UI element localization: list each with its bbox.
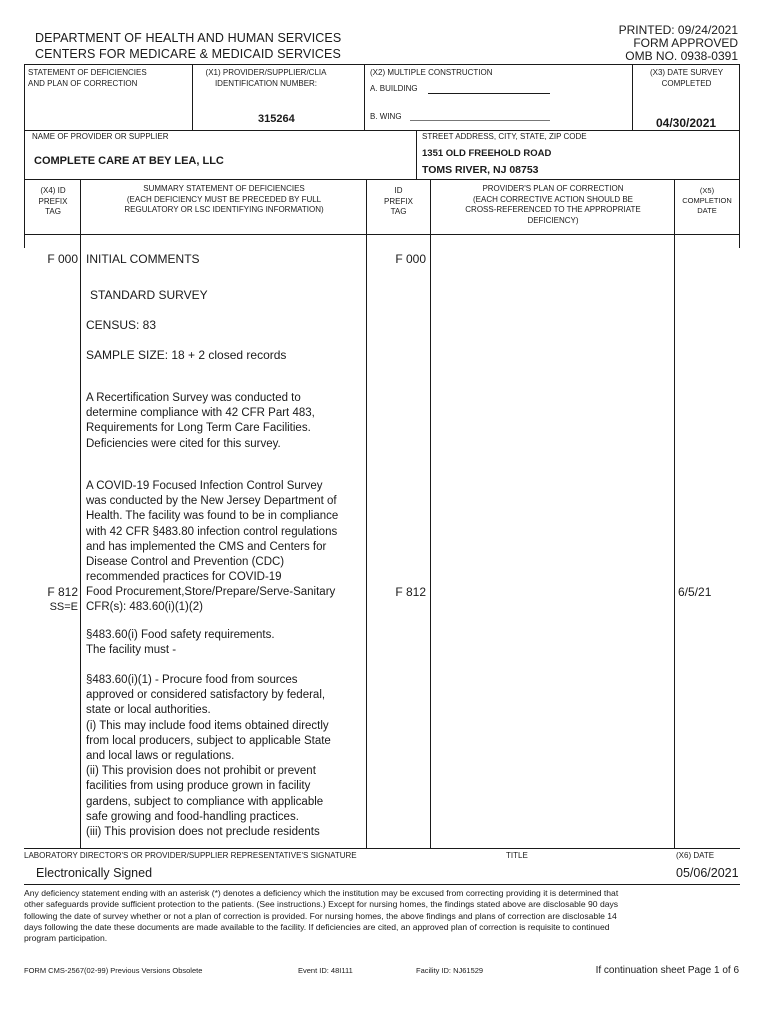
initial-comments-heading: INITIAL COMMENTS (86, 252, 200, 266)
procure-paragraph: §483.60(i)(1) - Procure food from sources approved or considered satisfactory by federal, state or local authorities. (i) This may include food items obtained directly from local producers, subject to applicable State and local laws or regulations. (ii) This provision does not prohibit or prevent facilities from using produce grown in facility gardens, subject to compliance with applicable safe growing and food-handling practices. (iii) This provision does not preclude residents (86, 674, 331, 839)
tag-f000-plan: F 000 (395, 252, 426, 266)
x4-header: (X4) ID PREFIX TAG (38, 186, 68, 216)
scope-severity: SS=E (49, 601, 78, 613)
address-street: 1351 OLD FREEHOLD ROAD (422, 148, 552, 159)
id-header: ID PREFIX TAG (384, 186, 413, 216)
tag-f000: F 000 (47, 252, 78, 266)
recertification-paragraph: A Recertification Survey was conducted to determine compliance with 42 CFR Part 483, Requirements for Long Term Care Facilities. Deficiencies were cited for this survey. (86, 392, 315, 450)
statement-label: STATEMENT OF DEFICIENCIES AND PLAN OF CORRECTION (28, 68, 147, 88)
building-line (428, 93, 550, 94)
divider (364, 64, 365, 130)
page-number: If continuation sheet Page 1 of 6 (595, 965, 739, 976)
rule (24, 130, 740, 131)
form-approved: FORM APPROVED (633, 36, 738, 50)
food-safety-paragraph: §483.60(i) Food safety requirements. The facility must - (86, 629, 275, 657)
rule (24, 234, 740, 235)
signature-date: 05/06/2021 (676, 866, 739, 880)
wing-line (410, 120, 550, 121)
f812-completion-date: 6/5/21 (678, 585, 712, 599)
census: CENSUS: 83 (86, 318, 157, 332)
agency-name: CENTERS FOR MEDICARE & MEDICAID SERVICES (35, 47, 341, 61)
title-label: TITLE (506, 851, 528, 860)
x1-label: (X1) PROVIDER/SUPPLIER/CLIA IDENTIFICATION NUMBER: (205, 68, 327, 88)
tag-f812-plan: F 812 (395, 585, 426, 599)
form-number: FORM CMS-2567(02-99) Previous Versions Obsolete (24, 966, 203, 975)
column-divider (366, 179, 367, 848)
wing-label: B. WING (370, 112, 402, 121)
plan-header: PROVIDER'S PLAN OF CORRECTION (EACH CORRECTIVE ACTION SHOULD BE CROSS-REFERENCED TO THE APPROPRIATE DEFICIENCY) (465, 184, 641, 225)
tag-f812: F 812 (47, 585, 78, 599)
printed-date: PRINTED: 09/24/2021 (618, 23, 738, 37)
provider-id: 315264 (258, 113, 295, 125)
column-divider (430, 179, 431, 848)
f812-title: Food Procurement,Store/Prepare/Serve-Sanitary CFR(s): 483.60(i)(1)(2) (86, 586, 336, 614)
border-left (24, 64, 25, 248)
sample-size: SAMPLE SIZE: 18 + 2 closed records (86, 348, 287, 362)
signature-label: LABORATORY DIRECTOR'S OR PROVIDER/SUPPLIER REPRESENTATIVE'S SIGNATURE (24, 851, 357, 860)
column-divider (80, 179, 81, 848)
address-label: STREET ADDRESS, CITY, STATE, ZIP CODE (422, 132, 587, 141)
border-right (739, 64, 740, 248)
omb-number: OMB NO. 0938-0391 (625, 49, 738, 63)
divider (192, 64, 193, 130)
divider (416, 130, 417, 179)
department-name: DEPARTMENT OF HEALTH AND HUMAN SERVICES (35, 31, 342, 45)
signature-date-label: (X6) DATE (676, 851, 715, 860)
standard-survey: STANDARD SURVEY (90, 288, 208, 302)
x2-label: (X2) MULTIPLE CONSTRUCTION (370, 68, 493, 77)
event-id: Event ID: 48I111 (298, 966, 353, 975)
column-divider (674, 179, 675, 848)
rule (24, 884, 740, 885)
disclaimer: Any deficiency statement ending with an asterisk (*) denotes a deficiency which the institution may be excused from correcting providing it is determined that other safeguards provide sufficient protection to the patients. (See instructions.) Except for nursing homes, the findings stated above are disclosable 90 days following the date of survey whether or not a plan of correction is provided. For nursing homes, the above findings and plans of correction are disclosable 14 days following the date these documents are made available to the facility. If deficiencies are cited, an approved plan of correction is requisite to continued program participation. (24, 888, 619, 944)
covid-paragraph: A COVID-19 Focused Infection Control Survey was conducted by the New Jersey Department of Health. The facility was found to be in compliance with 42 CFR §483.80 infection control regulations and has implemented the CMS and Centers for Disease Control and Prevention (CDC) recommended practices for COVID-19 (86, 480, 339, 584)
address-city: TOMS RIVER, NJ 08753 (422, 164, 539, 176)
rule (24, 179, 740, 180)
summary-header: SUMMARY STATEMENT OF DEFICIENCIES (EACH DEFICIENCY MUST BE PRECEDED BY FULL REGULATORY OR LSC IDENTIFYING INFORMATION) (124, 184, 324, 214)
x5-header: (X5) COMPLETION DATE (682, 186, 732, 215)
survey-date: 04/30/2021 (656, 116, 717, 130)
x3-label: (X3) DATE SURVEY COMPLETED (649, 68, 724, 88)
provider-name-label: NAME OF PROVIDER OR SUPPLIER (32, 132, 169, 141)
building-label: A. BUILDING (370, 84, 418, 93)
facility-id: Facility ID: NJ61529 (416, 966, 484, 975)
rule (24, 848, 740, 849)
divider (632, 64, 633, 130)
provider-name: COMPLETE CARE AT BEY LEA, LLC (34, 155, 224, 167)
signature-value: Electronically Signed (36, 866, 153, 880)
